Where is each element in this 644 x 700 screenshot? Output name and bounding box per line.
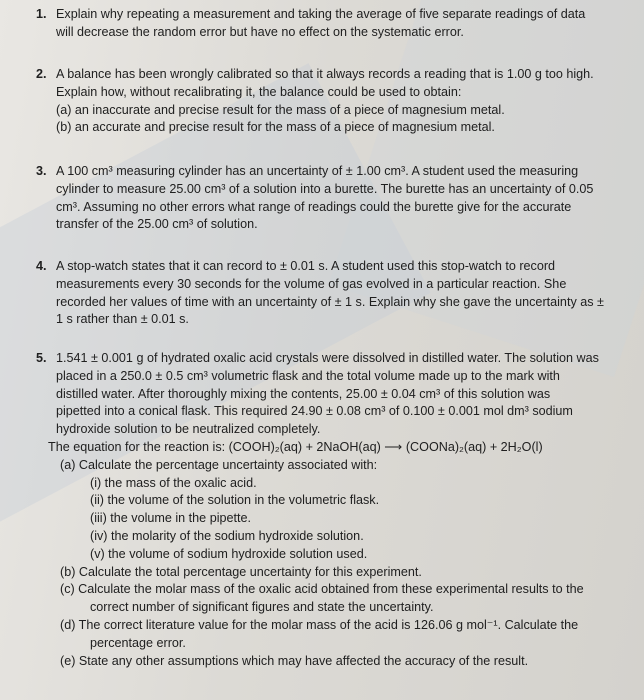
question-number: 2. (36, 67, 47, 81)
question-text-line: distilled water. After thoroughly mixing the contents, 25.00 ± 0.04 cm³ of this solution was (56, 386, 551, 401)
question-number: 3. (36, 164, 47, 178)
question-number: 1. (36, 7, 47, 21)
question-part: (b) Calculate the total percentage uncertainty for this experiment. (60, 564, 422, 579)
question-part: (a) Calculate the percentage uncertainty associated with: (60, 457, 378, 472)
question-part: (e) State any other assumptions which may have affected the accuracy of the result. (60, 653, 529, 668)
question-text-line: A 100 cm³ measuring cylinder has an uncertainty of ± 1.00 cm³. A student used the measuring (56, 164, 579, 178)
question-text-line: A balance has been wrongly calibrated so that it always records a reading that is 1.00 g too high. (56, 67, 594, 81)
question-subpart: (iv) the molarity of the sodium hydroxide solution. (90, 528, 364, 543)
question-text-line: A stop-watch states that it can record to ± 0.01 s. A student used this stop-watch to record (56, 259, 556, 273)
question-5 (36, 350, 616, 670)
question-text-line: Explain how, without recalibrating it, the balance could be used to obtain: (56, 84, 462, 99)
question-text-line: pipetted into a conical flask. This required 24.90 ± 0.08 cm³ of 0.100 ± 0.001 mol dm³ sodium (56, 404, 573, 419)
question-number: 5. (36, 351, 47, 365)
question-subpart: (v) the volume of sodium hydroxide solution used. (90, 546, 368, 561)
question-1 (36, 6, 616, 42)
question-text-line: placed in a 250.0 ± 0.5 cm³ volumetric flask and the total volume made up to the mark with (56, 368, 560, 383)
question-part: (c) Calculate the molar mass of the oxalic acid obtained from these experimental results to the (60, 582, 584, 597)
question-text-line: 1.541 ± 0.001 g of hydrated oxalic acid crystals were dissolved in distilled water. The solution was (56, 351, 599, 365)
question-4 (36, 258, 616, 329)
question-subpart: (ii) the volume of the solution in the volumetric flask. (90, 493, 380, 508)
question-part-continuation: percentage error. (90, 635, 186, 650)
question-2 (36, 66, 616, 137)
question-text-line: cylinder to measure 25.00 cm³ of a solution into a burette. The burette has an uncertainty of 0.05 (56, 181, 594, 196)
question-text-line: Explain why repeating a measurement and taking the average of five separate readings of data (56, 7, 586, 21)
question-number: 4. (36, 259, 47, 273)
question-text-line: cm³. Assuming no other errors what range of readings could the burette give for the accurate (56, 199, 572, 214)
question-part-continuation: correct number of significant figures and state the uncertainty. (90, 600, 434, 615)
question-text-line: will decrease the random error but have no effect on the systematic error. (56, 24, 464, 39)
question-subpart: (i) the mass of the oxalic acid. (90, 475, 257, 490)
reaction-equation: The equation for the reaction is: (COOH)₂(aq) + 2NaOH(aq) ⟶ (COONa)₂(aq) + 2H₂O(l) (48, 439, 543, 454)
question-text-line: 1 s rather than ± 0.01 s. (56, 312, 189, 327)
question-subpart: (iii) the volume in the pipette. (90, 511, 252, 526)
question-text-line: hydroxide solution to be neutralized completely. (56, 422, 321, 437)
question-text-line: recorded her values of time with an uncertainty of ± 1 s. Explain why she gave the uncertainty as ± (56, 294, 604, 309)
question-3 (36, 163, 616, 234)
question-part: (d) The correct literature value for the molar mass of the acid is 126.06 g mol⁻¹. Calculate the (60, 617, 579, 632)
question-text-line: (a) an inaccurate and precise result for the mass of a piece of magnesium metal. (56, 102, 505, 117)
question-text-line: (b) an accurate and precise result for the mass of a piece of magnesium metal. (56, 120, 495, 135)
question-text-line: transfer of the 25.00 cm³ of solution. (56, 217, 258, 232)
question-text-line: measurements every 30 seconds for the volume of gas evolved in a particular reaction. She (56, 276, 567, 291)
